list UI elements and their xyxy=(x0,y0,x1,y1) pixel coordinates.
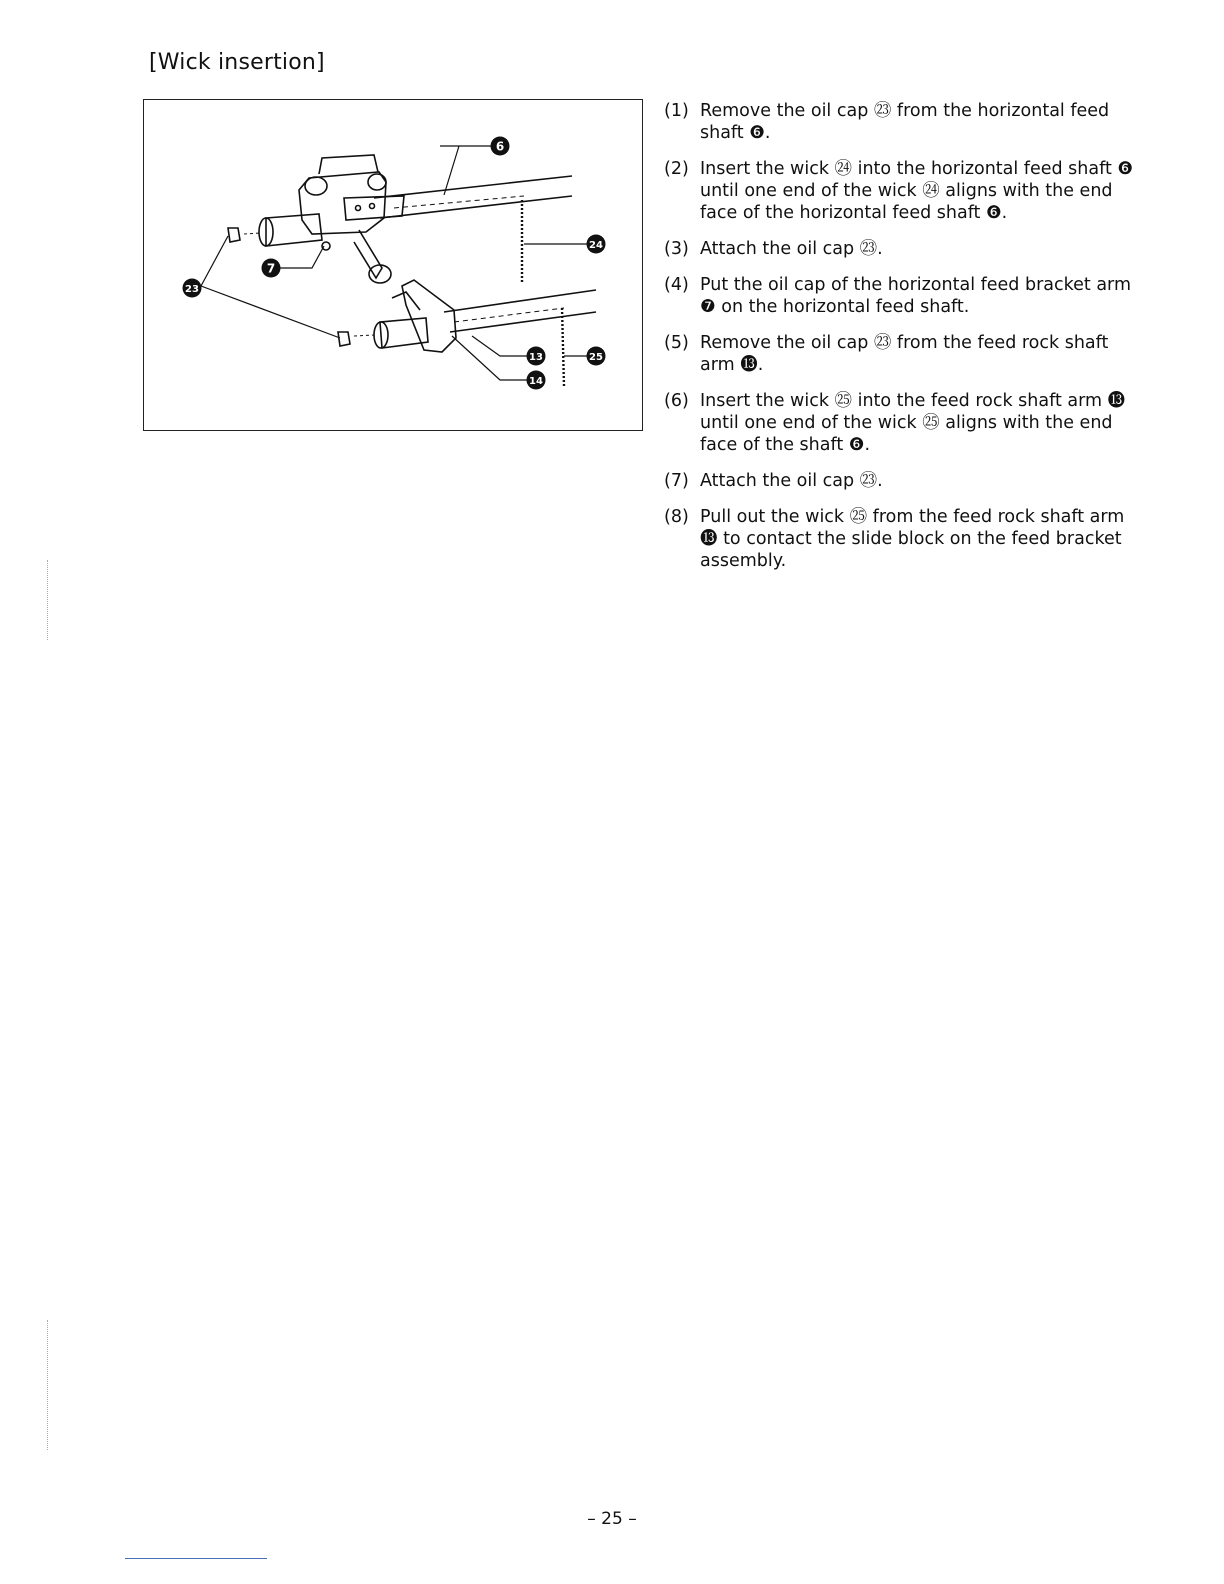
svg-text:13: 13 xyxy=(529,352,543,363)
step-7 xyxy=(664,470,1134,492)
step-4 xyxy=(664,274,1134,318)
feed-rock-shaft xyxy=(444,290,596,332)
step-5 xyxy=(664,332,1134,376)
step-text: Attach the oil cap ㉓. xyxy=(700,471,883,491)
step-number: (5) xyxy=(664,333,689,353)
step-text: Remove the oil cap ㉓ from the feed rock shaft arm ⓭. xyxy=(700,333,1109,375)
scan-artifact xyxy=(47,1320,48,1450)
step-text: Insert the wick ㉔ into the horizontal feed shaft ❻ until one end of the wick ㉔ aligns with the end face of the horizontal feed shaft ❻. xyxy=(700,159,1134,223)
wick-lower xyxy=(562,308,564,386)
step-number: (4) xyxy=(664,275,689,295)
step-number: (1) xyxy=(664,101,689,121)
svg-text:24: 24 xyxy=(589,240,603,251)
link-arm xyxy=(354,230,382,278)
step-text: Remove the oil cap ㉓ from the horizontal feed shaft ❻. xyxy=(700,101,1110,143)
footer-rule xyxy=(125,1558,267,1559)
svg-text:7: 7 xyxy=(266,261,276,276)
callout-14 xyxy=(527,371,546,390)
step-number: (3) xyxy=(664,239,689,259)
step-8 xyxy=(664,506,1134,572)
scan-artifact xyxy=(47,560,48,640)
feed-rock-shaft-arm xyxy=(402,280,456,352)
callout-23 xyxy=(183,279,202,298)
oil-cap-lower xyxy=(338,332,350,346)
callout-13 xyxy=(527,347,546,366)
step-1 xyxy=(664,100,1134,144)
svg-text:14: 14 xyxy=(529,376,543,387)
step-text: Attach the oil cap ㉓. xyxy=(700,239,883,259)
svg-text:6: 6 xyxy=(495,139,505,154)
step-text: Pull out the wick ㉕ from the feed rock shaft arm ⓭ to contact the slide block on the feed bracket assembly. xyxy=(700,507,1125,571)
step-number: (8) xyxy=(664,507,689,527)
step-3 xyxy=(664,238,1134,260)
oil-cap-upper xyxy=(228,228,240,242)
page-number: – 25 – xyxy=(587,1509,637,1529)
section-title: [Wick insertion] xyxy=(149,50,325,75)
step-6 xyxy=(664,390,1134,456)
wick-insertion-diagram xyxy=(143,99,643,431)
callout-6 xyxy=(491,137,510,156)
step-number: (6) xyxy=(664,391,689,411)
callout-markers xyxy=(183,137,606,390)
svg-text:23: 23 xyxy=(185,284,199,295)
callout-25 xyxy=(587,347,606,366)
step-number: (7) xyxy=(664,471,689,491)
step-text: Insert the wick ㉕ into the feed rock shaft arm ⓭ until one end of the wick ㉕ aligns with the end face of the shaft ❻. xyxy=(700,391,1126,455)
step-text: Put the oil cap of the horizontal feed bracket arm ❼ on the horizontal feed shaft. xyxy=(700,275,1131,317)
callout-24 xyxy=(587,235,606,254)
instruction-steps xyxy=(664,100,1134,586)
upper-shaft-end xyxy=(266,214,322,246)
svg-text:25: 25 xyxy=(589,352,603,363)
mechanism-illustration xyxy=(144,100,641,429)
step-number: (2) xyxy=(664,159,689,179)
callout-7 xyxy=(262,259,281,278)
step-2 xyxy=(664,158,1134,224)
